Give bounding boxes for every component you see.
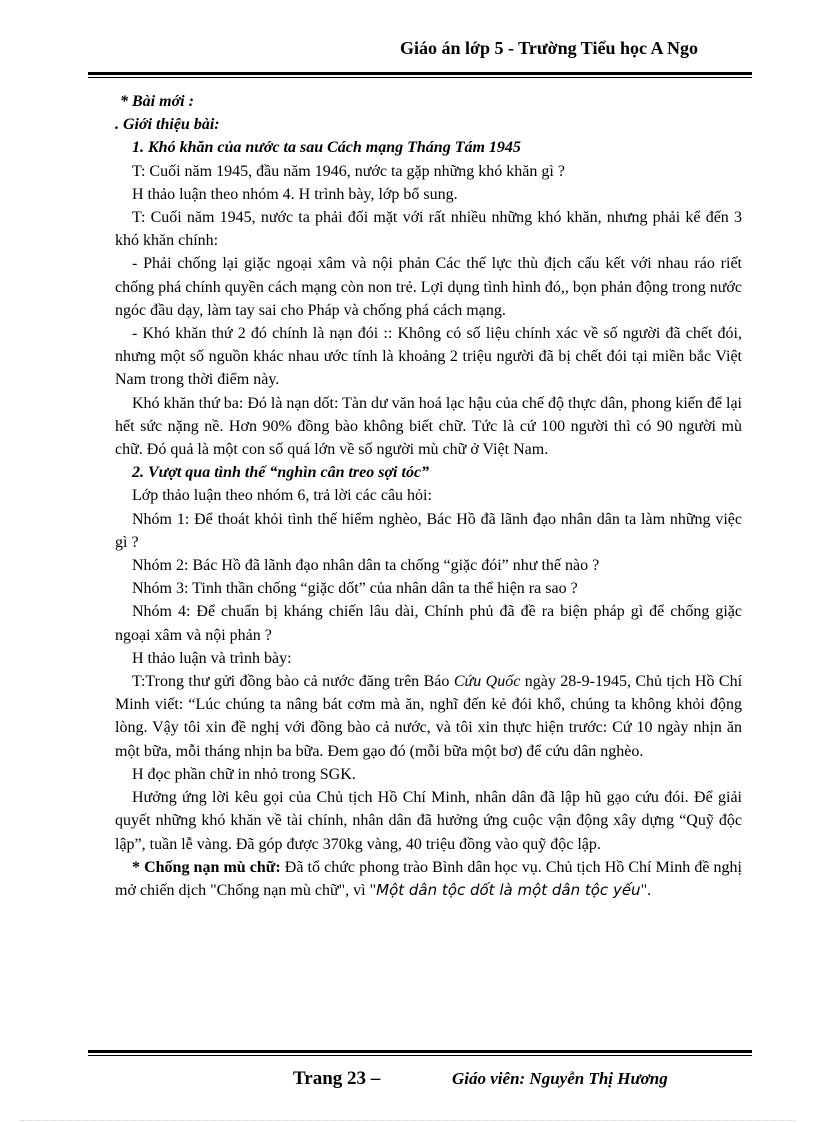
- paragraph: Nhóm 1: Để thoát khỏi tình thế hiểm nghèo, Bác Hồ đã lãnh đạo nhân dân ta làm những việc gì ?: [115, 510, 742, 551]
- paragraph: H thảo luận theo nhóm 4. H trình bày, lớp bổ sung.: [132, 185, 458, 203]
- paragraph: Hưởng ứng lời kêu gọi của Chủ tịch Hồ Chí Minh, nhân dân đã lập hũ gạo cứu đói. Để giải quyết những khó khăn về tài chính, nhân dân đã hưởng ứng cuộc vận động xây dựng “Quỹ độc lập”, tuần lễ vàng. Đã góp được 370kg vàng, 40 triệu đồng vào quỹ độc lập.: [115, 789, 742, 853]
- literacy-end: ".: [640, 881, 652, 899]
- paragraph: H đọc phần chữ in nhỏ trong SGK.: [132, 765, 356, 783]
- paragraph: - Khó khăn thứ 2 đó chính là nạn đói :: Không có số liệu chính xác về số người đã chết đói, nhưng một số nguồn khác nhau ước tính là khoảng 2 triệu người đã bị chết đói tại miền bắc Việt Nam trong thời điểm này.: [115, 325, 742, 389]
- footer-rule-thin: [88, 1055, 752, 1056]
- teacher-name: Giáo viên: Nguyễn Thị Hương: [452, 1069, 668, 1088]
- paragraph-letter: [115, 670, 742, 763]
- page-edge-divider: [20, 1120, 796, 1121]
- literacy-text: Đã tổ chức phong trào Bình dân học vụ. Chủ tịch Hồ Chí Minh đề nghị mở chiến dịch "Chống nạn mù chữ", vì ": [115, 858, 742, 899]
- heading-1: 1. Khó khăn của nước ta sau Cách mạng Tháng Tám 1945: [132, 139, 521, 157]
- quote-italic: Một dân tộc dốt là một dân tộc yếu: [376, 880, 641, 899]
- paragraph: Nhóm 3: Tinh thần chống “giặc dốt” của nhân dân ta thể hiện ra sao ?: [132, 580, 578, 598]
- letter-quote: ngày 28-9-1945, Chủ tịch Hồ Chí Minh viết: “Lúc chúng ta nâng bát cơm mà ăn, nghĩ đến kẻ đói khổ, chúng ta không khỏi động lòng. Vậy tôi xin đề nghị với đồng bào cả nước, và tôi xin thực hiện trước: Cứ 10 ngày nhịn ăn một bữa, mỗi tháng nhịn ba bữa. Đem gạo đó (mỗi bữa một bơ) để cứu dân nghèo.: [115, 673, 743, 760]
- page-header-title: Giáo án lớp 5 - Trường Tiểu học A Ngo: [400, 38, 698, 58]
- paragraph: T: Cuối năm 1945, đầu năm 1946, nước ta gặp những khó khăn gì ?: [132, 162, 565, 180]
- literacy-label: * Chống nạn mù chữ:: [132, 858, 281, 876]
- paragraph: Khó khăn thứ ba: Đó là nạn dốt: Tàn dư văn hoá lạc hậu của chế độ thực dân, phong kiến để lại hết sức nặng nề. Hơn 90% đồng bào không biết chữ. Tức là cứ 100 người thì có 90 người mù chữ. Đó quả là một con số quá lớn về số người mù chữ ở Việt Nam.: [115, 394, 742, 459]
- paragraph: H thảo luận và trình bày:: [132, 649, 292, 667]
- header-rule-thin: [88, 77, 752, 78]
- heading-2: 2. Vượt qua tình thế “nghìn cân treo sợi tóc”: [132, 464, 430, 482]
- section-intro: . Giới thiệu bài:: [115, 116, 220, 134]
- header-rule: [88, 72, 752, 75]
- newspaper-name: Cứu Quốc: [453, 673, 521, 691]
- paragraph: Lớp thảo luận theo nhóm 6, trả lời các câu hỏi:: [132, 487, 432, 505]
- footer-rule: [88, 1050, 752, 1053]
- paragraph: - Phải chống lại giặc ngoại xâm và nội phản Các thế lực thù địch cấu kết với nhau ráo riết chống phá chính quyền cách mạng còn non trẻ. Lợi dụng tình hình đó,, bọn phản động trong nước ngóc đầu dạy, làm tay sai cho Pháp và chống phá cách mạng.: [115, 255, 742, 319]
- paragraph: Nhóm 2: Bác Hồ đã lãnh đạo nhân dân ta chống “giặc đói” như thế nào ?: [132, 557, 600, 575]
- paragraph-literacy: [115, 856, 742, 902]
- paragraph: Nhóm 4: Để chuẩn bị kháng chiến lâu dài, Chính phủ đã đề ra biện pháp gì để chống giặc ngoại xâm và nội phản ?: [115, 603, 742, 644]
- paragraph: T: Cuối năm 1945, nước ta phải đối mặt với rất nhiều những khó khăn, nhưng phải kể đến 3 khó khăn chính:: [115, 209, 742, 250]
- document-body: [115, 90, 742, 902]
- page-number: Trang 23 –: [293, 1068, 381, 1089]
- letter-intro: T:Trong thư gửi đồng bào cả nước đăng trên Báo: [132, 673, 454, 691]
- section-new-lesson: * Bài mới :: [120, 93, 194, 110]
